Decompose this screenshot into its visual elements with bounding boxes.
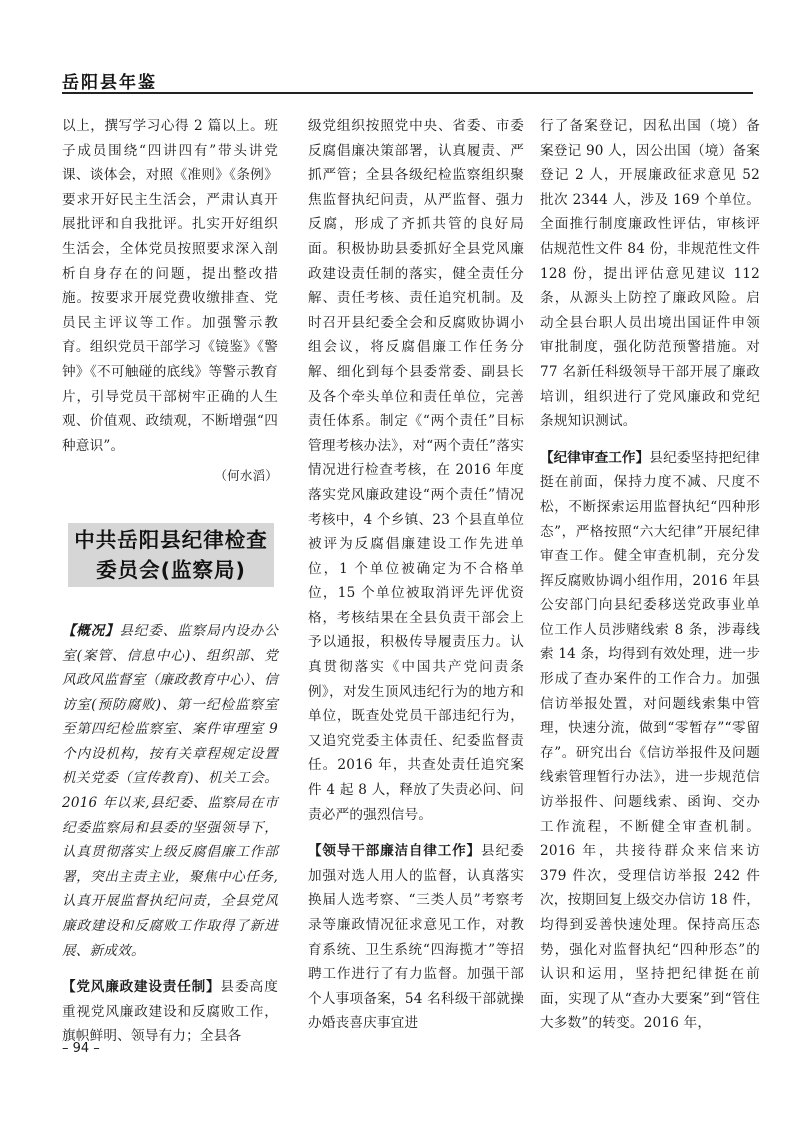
paragraph: 以上，撰写学习心得 2 篇以上。班子成员围绕“四讲四有”带头讲党课、谈体会，对照《准则》《条例》要求开好民主生活会，严肃认真开展批评和自我批评。扎实开好组织生活会，全体党员按照要求深入剖析自身存在的问题，提出整改措施。按要求开展党费收缴排查、党员民主评议等工作。加强警示教育。组织党员干部学习《镜鉴》《警钟》《不可触碰的底线》等警示教育片，引导党员干部树牢正确的人生观、价值观、政绩观，不断增强“四种意识”。 bbox=[62, 118, 278, 454]
column-3 bbox=[540, 114, 760, 1036]
responsibility-text: 县委高度重视党风廉政建设和反腐败工作，旗帜鲜明、领导有力；全县各 bbox=[62, 979, 278, 1045]
overview-paragraph bbox=[62, 619, 278, 963]
column-1 bbox=[62, 114, 278, 1049]
header-rule bbox=[62, 92, 753, 94]
section-title bbox=[68, 523, 274, 587]
self-discipline-text: 县纪委加强对选人用人的监督，认真落实换届人选考察、“三类人员”考察考录等廉政情况征求意见工作，对教育系统、卫生系统“四海揽才”等招聘工作进行了有力监督。加强干部个人事项备案，54 名科级干部就操办婚丧喜庆事宜进 bbox=[308, 843, 524, 1032]
overview-label: 【概况】 bbox=[62, 622, 120, 639]
paragraph: 级党组织按照党中央、省委、市委反腐倡廉决策部署，认真履责、严抓严管；全县各级纪检监察组织聚焦监督执纪问责，从严监督、强力反腐，形成了齐抓共管的良好局面。积极协助县委抓好全县党风廉政建设责任制的落实，健全责任分解、责任考核、责任追究机制。及时召开县纪委全会和反腐败协调小组会议，将反腐倡廉工作任务分解、细化到每个县委常委、副县长及各个牵头单位和责任单位，完善责任体系。制定《“两个责任”目标管理考核办法》，对“两个责任”落实情况进行检查考核，在 2016 年度落实党风廉政建设“两个责任”情况考核中，4 个乡镇、23 个县直单位被评为反腐倡廉建设工作先进单位，1 个单位被确定为不合格单位，15 个单位被取消评先评优资格，考核结果在全县负责干部会上予以通报，积极传导履责压力。认真贯彻落实《中国共产党问责条例》，对发生顶风违纪行为的地方和单位，既查处党员干部违纪行为，又追究党委主体责任、纪委监督责任。2016 年，共查处责任追究案件 4 起 8 人，释放了失责必问、问责必严的强烈信号。 bbox=[308, 118, 524, 823]
responsibility-paragraph bbox=[62, 975, 278, 1049]
discipline-review-paragraph bbox=[540, 446, 760, 1036]
section-title-line-1: 中共岳阳县纪律检查 bbox=[74, 527, 268, 552]
section-title-line-2: 委员会(监察局) bbox=[96, 557, 246, 582]
self-discipline-paragraph bbox=[308, 839, 524, 1036]
discipline-review-label: 【纪律审查工作】 bbox=[540, 449, 650, 466]
self-discipline-label: 【领导干部廉洁自律工作】 bbox=[308, 843, 481, 860]
column-2 bbox=[308, 114, 524, 1036]
overview-text: 县纪委、监察局内设办公室(案管、信息中心)、组织部、党风政风监督室（廉政教育中心）、信访室(预防腐败)、第一纪检监察室至第四纪检监察室、案件审理室 9 个内设机构，按有关章程规定设置机关党委（宣传教育)、机关工会。2016 年以来,县纪委、监察局在市纪委监察局和县委的坚强领导下，认真贯彻落实上级反腐倡廉工作部署，突出主责主业，聚焦中心任务,认真开展监督执纪问责，全县党风廉政建设和反腐败工作取得了新进展、新成效。 bbox=[62, 622, 278, 959]
paragraph: 行了备案登记，因私出国（境）备案登记 90 人，因公出国（境）备案登记 2 人，开展廉政征求意见 52 批次 2344 人，涉及 169 个单位。全面推行制度廉政性评估，审核评估规范性文件 84 份，非规范性文件 128 份，提出评估意见建议 112 条，从源头上防控了廉政风险。启动全县台职人员出境出国证件申领审批制度，强化防范预警措施。对 77 名新任科级领导干部开展了廉政培训，组织进行了党风廉政和党纪条规知识测试。 bbox=[540, 118, 760, 430]
author-signature: （何水滔） bbox=[214, 468, 278, 484]
page-number: – 94 – bbox=[62, 1041, 100, 1056]
discipline-review-text: 县纪委坚持把纪律挺在前面，保持力度不减、尺度不松，不断探索运用监督执纪“四种形态”，严格按照“六大纪律”开展纪律审查工作。健全审查机制，充分发挥反腐败协调小组作用，2016 年县公安部门向县纪委移送党政事业单位工作人员涉赌线索 8 条，涉毒线索 14 条，均得到有效处理，进一步形成了查办案件的工作合力。加强信访举报处置，对问题线索集中管理，快速分流，做到“零暂存”“零留存”。研究出台《信访举报件及问题线索管理暂行办法》，进一步规范信访举报件、问题线索、函询、交办工作流程，不断健全审查机制。2016 年，共接待群众来信来访 379 件次，受理信访举报 242 件次，按期回复上级交办信访 18 件，均得到妥善快速处理。保持高压态势，强化对监督执纪“四种形态”的认识和运用，坚持把纪律挺在前面，实现了从“查办大要案”到“管住大多数”的转变。2016 年， bbox=[540, 449, 760, 1032]
running-title: 岳阳县年鉴 bbox=[62, 73, 157, 93]
responsibility-label: 【党风廉政建设责任制】 bbox=[62, 979, 221, 996]
